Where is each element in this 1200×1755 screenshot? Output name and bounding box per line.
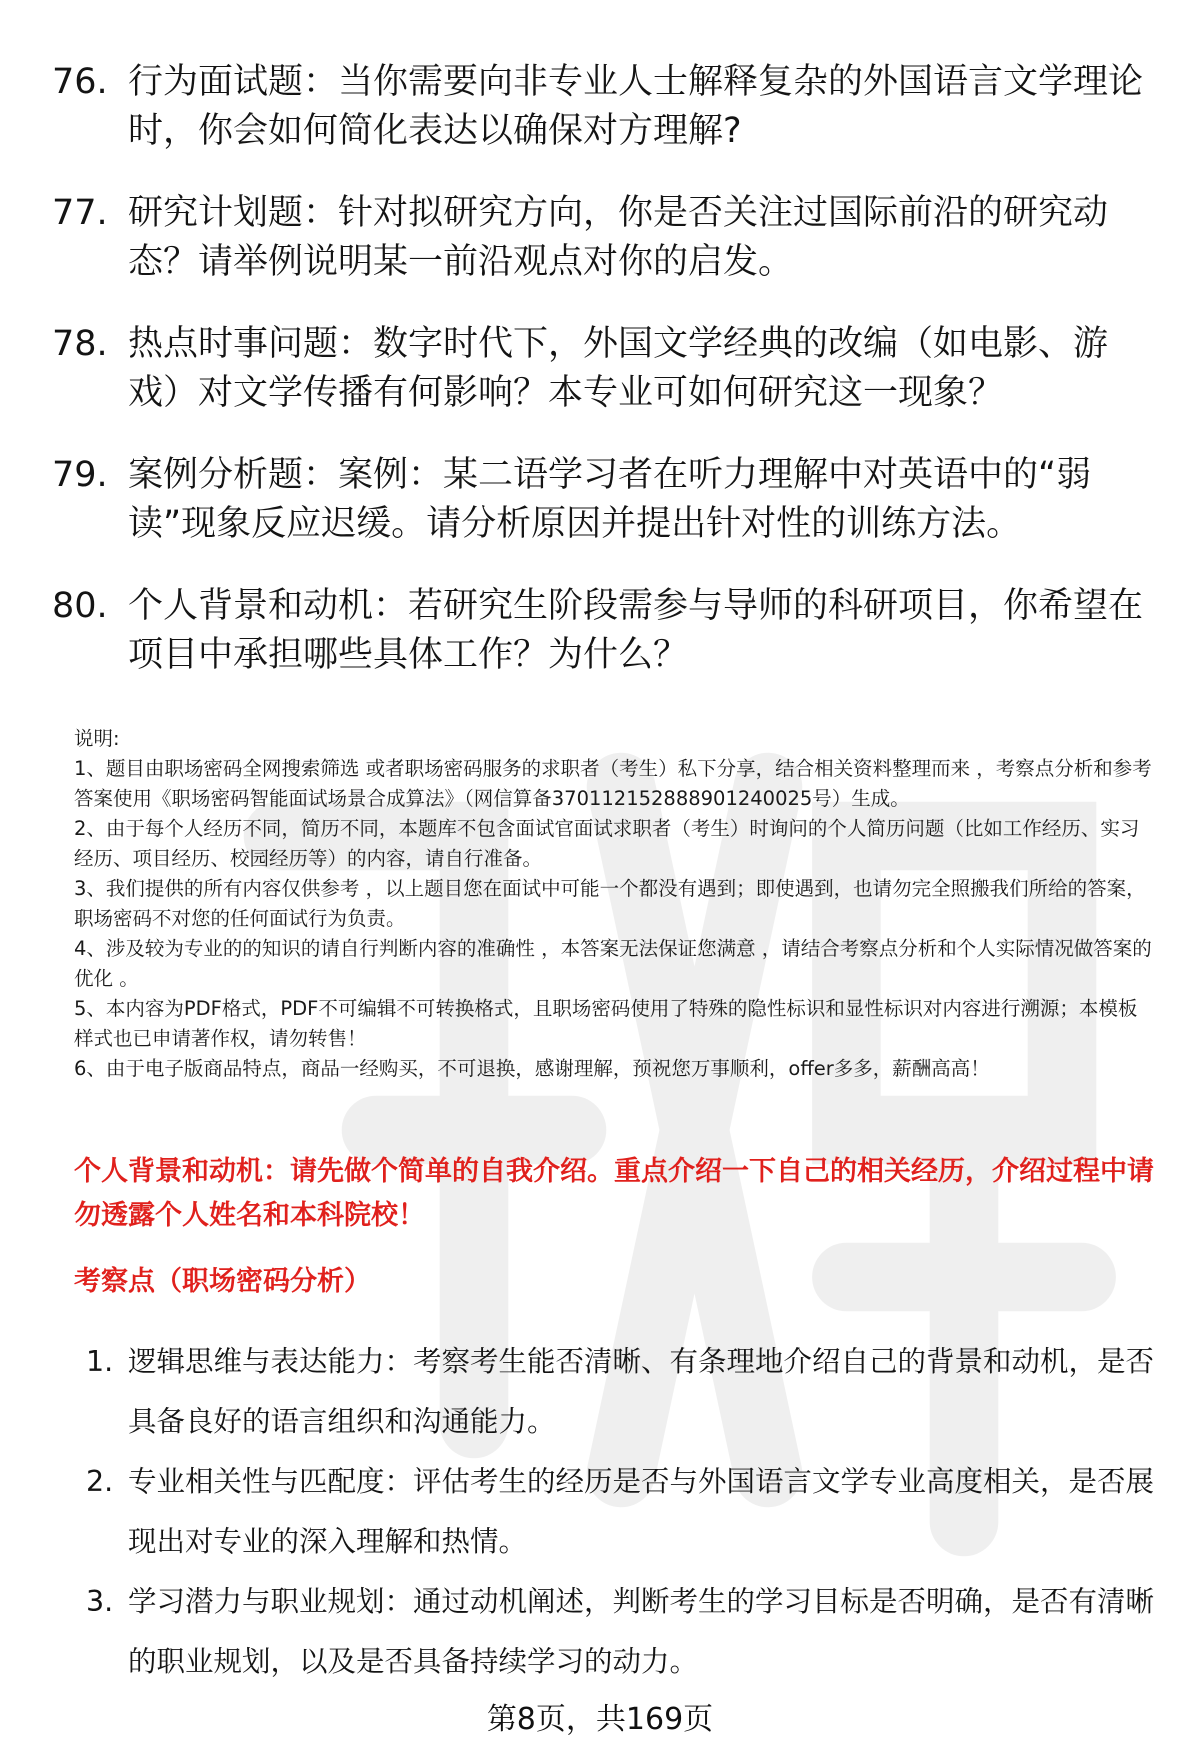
question-text: 行为面试题：当你需要向非专业人士解释复杂的外国语言文学理论时，你会如何简化表达以确保对方理解? <box>128 62 1144 151</box>
disclaimer-notes <box>74 724 1154 1084</box>
question-item <box>52 58 1152 156</box>
question-number: 76. <box>52 62 108 102</box>
question-text: 案例分析题：案例：某二语学习者在听力理解中对英语中的“弱读”现象反应迟缓。请分析原因并提出针对性的训练方法。 <box>128 455 1092 544</box>
analysis-text: 专业相关性与匹配度：评估考生的经历是否与外国语言文学专业高度相关，是否展现出对专业的深入理解和热情。 <box>128 1465 1155 1558</box>
question-item <box>52 189 1152 287</box>
question-item <box>52 320 1152 418</box>
question-text: 个人背景和动机：若研究生阶段需参与导师的科研项目，你希望在项目中承担哪些具体工作？为什么？ <box>128 586 1144 675</box>
question-text: 研究计划题：针对拟研究方向，你是否关注过国际前沿的研究动态？请举例说明某一前沿观点对你的启发。 <box>128 193 1109 282</box>
analysis-list <box>86 1332 1156 1692</box>
notes-item: 3、我们提供的所有内容仅供参考 ，以上题目您在面试中可能一个都没有遇到；即使遇到，也请勿完全照搬我们所给的答案，职场密码不对您的任何面试行为负责。 <box>74 877 1146 930</box>
analysis-text: 逻辑思维与表达能力：考察考生能否清晰、有条理地介绍自己的背景和动机，是否具备良好的语言组织和沟通能力。 <box>128 1345 1155 1438</box>
notes-title: 说明: <box>74 727 120 750</box>
analysis-item <box>86 1572 1156 1692</box>
page-number: 第8页，共169页 <box>486 1702 714 1737</box>
question-item <box>52 451 1152 549</box>
question-number: 78. <box>52 324 108 364</box>
notes-item: 5、本内容为PDF格式，PDF不可编辑不可转换格式，且职场密码使用了特殊的隐性标识和显性标识对内容进行溯源；本模板样式也已申请著作权，请勿转售！ <box>74 997 1138 1050</box>
analysis-item <box>86 1332 1156 1452</box>
question-text: 热点时事问题：数字时代下，外国文学经典的改编（如电影、游戏）对文学传播有何影响？本专业可如何研究这一现象？ <box>128 324 1109 413</box>
notes-item: 4、涉及较为专业的的知识的请自行判断内容的准确性 ，本答案无法保证您满意 ，请结合考察点分析和个人实际情况做答案的优化 。 <box>74 937 1152 990</box>
analysis-heading: 考察点（职场密码分析） <box>74 1266 371 1297</box>
analysis-number: 3. <box>86 1585 114 1618</box>
current-question-heading: 个人背景和动机：请先做个简单的自我介绍。重点介绍一下自己的相关经历，介绍过程中请勿透露个人姓名和本科院校！ <box>74 1156 1154 1231</box>
analysis-text: 学习潜力与职业规划：通过动机阐述，判断考生的学习目标是否明确，是否有清晰的职业规划，以及是否具备持续学习的动力。 <box>128 1585 1155 1678</box>
notes-item: 6、由于电子版商品特点，商品一经购买，不可退换，感谢理解，预祝您万事顺利，offer多多，薪酬高高！ <box>74 1057 990 1080</box>
question-number: 77. <box>52 193 108 233</box>
notes-item: 1、题目由职场密码全网搜索筛选 或者职场密码服务的求职者（考生）私下分享，结合相关资料整理而来 ，考察点分析和参考答案使用《职场密码智能面试场景合成算法》（网信算备370112152888901240025号）生成。 <box>74 757 1152 810</box>
analysis-number: 2. <box>86 1465 114 1498</box>
question-item <box>52 582 1152 680</box>
question-list <box>52 58 1152 713</box>
question-number: 79. <box>52 455 108 495</box>
question-number: 80. <box>52 586 108 626</box>
analysis-number: 1. <box>86 1345 114 1378</box>
analysis-item <box>86 1452 1156 1572</box>
notes-item: 2、由于每个人经历不同，简历不同，本题库不包含面试官面试求职者（考生）时询问的个人简历问题（比如工作经历、实习经历、项目经历、校园经历等）的内容，请自行准备。 <box>74 817 1140 870</box>
